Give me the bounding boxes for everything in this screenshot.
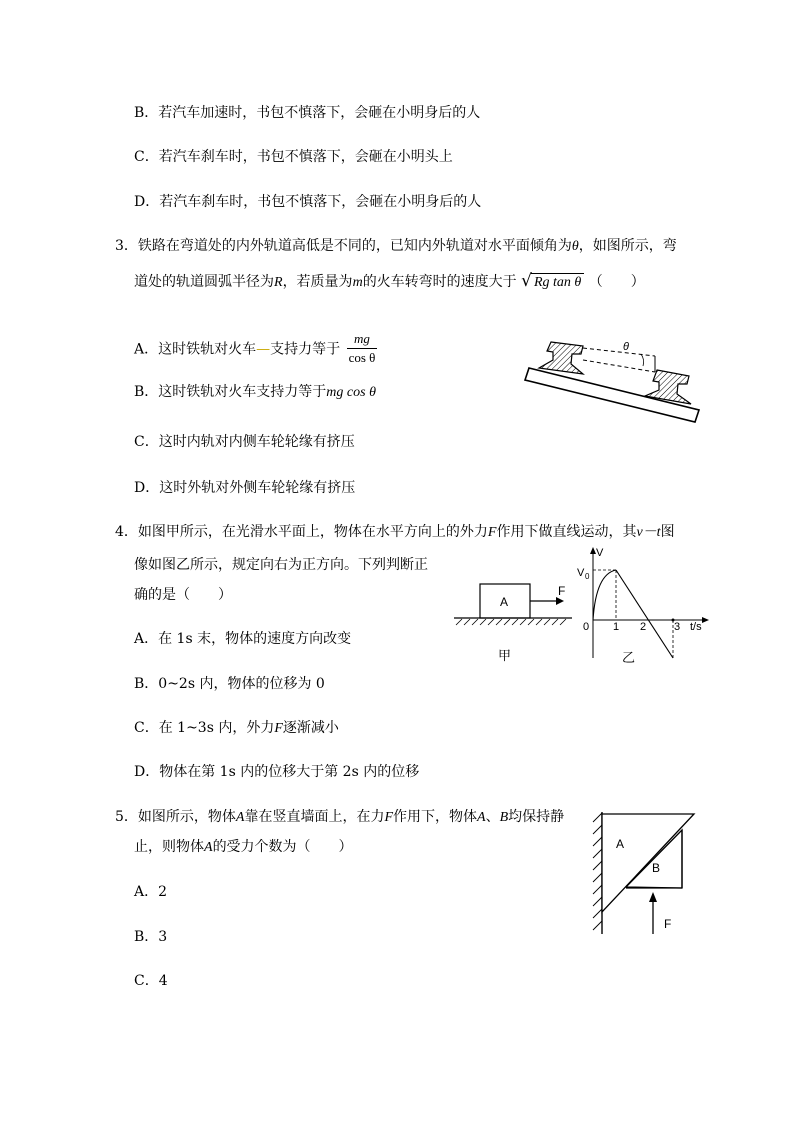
q5-option-a: A．2 bbox=[134, 884, 168, 900]
q4-stem-text: 作用下做直线运动，其 bbox=[496, 524, 637, 540]
block-b-label: B bbox=[652, 861, 661, 875]
q4-vt-symbol: v－t bbox=[636, 525, 661, 540]
fraction-numerator: mg bbox=[347, 330, 378, 349]
fraction-denominator: cos θ bbox=[348, 350, 376, 365]
q4-option-c-text: C．在 1~3s 内，外力 bbox=[134, 720, 275, 736]
q2-option-d: D．若汽车刹车时，书包不慎落下，会砸在小明身后的人 bbox=[134, 194, 482, 210]
q3-stem-text: ，若质量为 bbox=[282, 274, 353, 290]
force-f-label: F bbox=[664, 917, 672, 931]
force-f-label: F bbox=[558, 584, 566, 598]
q3-stem-text: 的火车转弯时的速度大于 bbox=[362, 274, 517, 290]
q3-sqrt-expr: Rg tan θ bbox=[531, 273, 584, 292]
q4-stem-line3: 确的是（ ） bbox=[134, 587, 232, 603]
tick-1-label: 1 bbox=[613, 621, 620, 633]
q3-option-a-fraction bbox=[347, 330, 378, 367]
tick-3-label: 3 bbox=[674, 621, 681, 633]
q5-object-a: A bbox=[235, 810, 245, 825]
q3-theta: θ bbox=[571, 239, 579, 254]
q3-option-a-text: A．这时铁轨对火车 bbox=[134, 341, 257, 358]
inner-rail bbox=[539, 342, 583, 374]
tick-2-label: 2 bbox=[640, 621, 647, 633]
t-axis-arrow-icon bbox=[702, 617, 709, 623]
q4-option-a: A．在 1s 末，物体的速度方向改变 bbox=[134, 631, 352, 647]
figure-jia-label: 甲 bbox=[498, 648, 512, 663]
force-arrow-icon bbox=[556, 597, 564, 605]
q5-object-a3: A bbox=[204, 840, 213, 855]
vt-curve bbox=[593, 570, 616, 620]
q5-stem-text: 、 bbox=[485, 809, 500, 825]
q4-vt-graph bbox=[576, 546, 716, 666]
q5-option-c: C．4 bbox=[134, 973, 168, 989]
q3-stem-line1 bbox=[115, 237, 677, 256]
v-axis-label: V bbox=[596, 547, 604, 559]
q4-stem-text: 图 bbox=[660, 524, 675, 540]
q3-option-a-text2: 支持力等于 bbox=[270, 341, 341, 358]
q5-force: F bbox=[384, 810, 394, 825]
wall-hatch bbox=[593, 813, 602, 930]
q5-stem-text: 5．如图所示，物体 bbox=[115, 809, 236, 825]
q4-stem-line1 bbox=[115, 523, 675, 542]
v0-label: V bbox=[577, 567, 585, 579]
q3-option-b-expr: mg cos θ bbox=[326, 385, 376, 400]
q5-object-b: B bbox=[499, 810, 509, 825]
q2-option-c: C．若汽车刹车时，书包不慎落下，会砸在小明头上 bbox=[134, 149, 453, 165]
sqrt-icon: √ bbox=[521, 271, 532, 291]
q5-figure bbox=[590, 808, 700, 938]
figure-yi-label: 乙 bbox=[622, 650, 636, 665]
q3-option-c: C．这时内轨对内侧车轮轮缘有挤压 bbox=[134, 434, 355, 450]
block-a-label: A bbox=[500, 595, 509, 609]
q3-stem-text: 3．铁路在弯道处的内外轨道高低是不同的，已知内外轨道对水平面倾角为 bbox=[115, 238, 572, 254]
q3-stem-line2 bbox=[134, 272, 645, 292]
vt-line bbox=[616, 570, 673, 658]
q5-stem-text: 止，则物体 bbox=[134, 839, 204, 855]
q4-force-symbol: F bbox=[487, 525, 497, 540]
q3-mass: m bbox=[352, 275, 363, 290]
q2-option-b: B．若汽车加速时，书包不慎落下，会砸在小明身后的人 bbox=[134, 105, 481, 121]
q5-option-b: B．3 bbox=[134, 929, 168, 945]
ground-hatch bbox=[456, 619, 566, 625]
q5-stem-text: 靠在竖直墙面上，在力 bbox=[244, 809, 385, 825]
q4-option-c bbox=[134, 719, 339, 738]
q3-option-a bbox=[134, 331, 377, 368]
q3-option-d: D．这时外轨对外侧车轮轮缘有挤压 bbox=[134, 480, 356, 496]
q5-stem-line1 bbox=[115, 808, 564, 827]
q3-option-b-text: B．这时铁轨对火车支持力等于 bbox=[134, 384, 327, 400]
q5-stem-line2 bbox=[134, 838, 353, 857]
q3-option-a-mark: — bbox=[256, 341, 271, 358]
q3-stem-text: 道处的轨道圆弧半径为 bbox=[134, 274, 274, 290]
force-arrow-up-icon bbox=[649, 892, 657, 902]
q5-stem-text: 作用下，物体 bbox=[393, 809, 478, 825]
q4-option-d: D．物体在第 1s 内的位移大于第 2s 内的位移 bbox=[134, 764, 420, 780]
t-axis-label: t/s bbox=[690, 621, 702, 633]
q5-stem-text: 均保持静 bbox=[508, 809, 565, 825]
q5-stem-text: 的受力个数为（ ） bbox=[212, 839, 353, 855]
q4-option-c-force: F bbox=[274, 721, 283, 736]
q4-option-c-text2: 逐渐减小 bbox=[282, 720, 339, 736]
q3-answer-paren: （ ） bbox=[588, 274, 645, 290]
v0-subscript: 0 bbox=[585, 572, 590, 581]
q3-radius: R bbox=[274, 275, 283, 290]
wedge-a-label: A bbox=[616, 837, 625, 851]
origin-label: 0 bbox=[583, 621, 590, 633]
q4-figure-jia bbox=[450, 580, 580, 664]
rail-theta-label: θ bbox=[623, 341, 629, 353]
q4-stem-text: 4．如图甲所示，在光滑水平面上，物体在水平方向上的外力 bbox=[115, 524, 488, 540]
q4-option-b: B．0~2s 内，物体的位移为 0 bbox=[134, 676, 325, 692]
q4-stem-line2: 像如图乙所示，规定向右为正方向。下列判断正 bbox=[134, 557, 428, 573]
q5-object-a2: A bbox=[477, 810, 486, 825]
q3-stem-text: ，如图所示，弯 bbox=[578, 238, 677, 254]
q3-option-b bbox=[134, 383, 376, 402]
q3-rail-figure bbox=[523, 330, 713, 426]
